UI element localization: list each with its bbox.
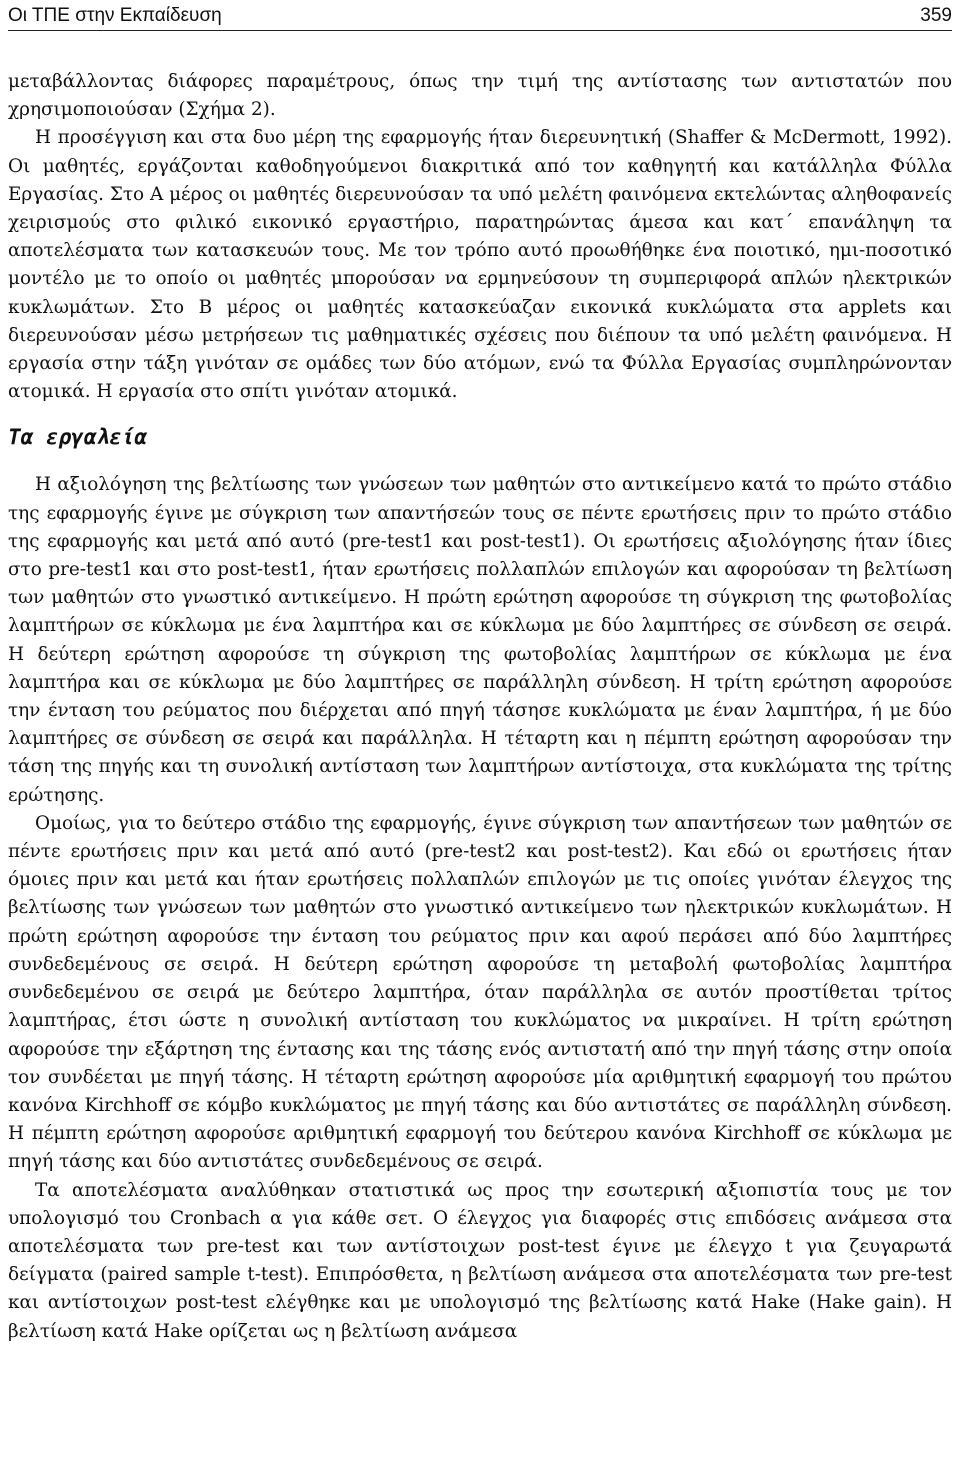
- paragraph: Τα αποτελέσματα αναλύθηκαν στατιστικά ως προς την εσωτερική αξιοπιστία τους με τον υπολογισμό του Cronbach α για κάθε σετ. Ο έλεγχος για διαφορές στις επιδόσεις ανάμεσα στα αποτελέσματα των pre-test και των αντίστοιχων post-test έγινε με έλεγχο t για ζευγαρωτά δείγματα (paired sample t-test). Επιπρόσθετα, η βελτίωση ανάμεσα στα αποτελέσματα των pre-test και αντίστοιχων post-test ελέγθηκε και με υπολογισμό της βελτίωσης κατά Hake (Hake gain). Η βελτίωση κατά Hake ορίζεται ως η βελτίωση ανάμεσα: [8, 1179, 952, 1342]
- paragraph: Η προσέγγιση και στα δυο μέρη της εφαρμογής ήταν διερευνητική (Shaffer & McDermott, 1992). Οι μαθητές, εργάζονται καθοδηγούμενοι διακριτικά από τον καθηγητή και κατάλληλα Φύλλα Εργασίας. Στο Α μέρος οι μαθητές διερευνούσαν τα υπό μελέτη φαινόμενα εκτελώντας αληθοφανείς χειρισμούς στο φιλικό εικονικό εργαστήριο, παρατηρώντας άμεσα και κατ΄ επανάληψη τα αποτελέσματα των κατασκευών τους. Με τον τρόπο αυτό προωθήθηκε ένα ποιοτικό, ημι-ποσοτικό μοντέλο με το οποίο οι μαθητές μπορούσαν να ερμηνεύσουν τη συμπεριφορά απλών ηλεκτρικών κυκλωμάτων. Στο Β μέρος οι μαθητές κατασκεύαζαν εικονικά κυκλώματα στα applets και διερευνούσαν μέσω μετρήσεων τις μαθηματικές σχέσεις που διέπουν τα υπό μελέτη φαινόμενα. Η εργασία στην τάξη γινόταν σε ομάδες των δύο ατόμων, ενώ τα Φύλλα Εργασίας συμπληρώνονταν ατομικά. Η εργασία στο σπίτι γινόταν ατομικά.: [8, 127, 952, 403]
- running-title: Οι ΤΠΕ στην Εκπαίδευση: [8, 5, 222, 26]
- page-header: [8, 2, 952, 31]
- page-body: [8, 68, 952, 1346]
- paragraph: Η αξιολόγηση της βελτίωσης των γνώσεων των μαθητών στο αντικείμενο κατά το πρώτο στάδιο της εφαρμογής έγινε με σύγκριση των απαντήσεών τους σε πέντε ερωτήσεις πριν το πρώτο στάδιο της εφαρμογής και μετά από αυτό (pre-test1 και post-test1). Οι ερωτήσεις αξιολόγησης ήταν ίδιες στο pre-test1 και στο post-test1, ήταν ερωτήσεις πολλαπλών επιλογών και αφορούσαν τη βελτίωση των μαθητών στο γνωστικό αντικείμενο. Η πρώτη ερώτηση αφορούσε τη σύγκριση της φωτοβολίας λαμπτήρων σε κύκλωμα με ένα λαμπτήρα και σε κύκλωμα με δύο λαμπτήρες σε σύνδεση σε σειρά. Η δεύτερη ερώτηση αφορούσε τη σύγκριση της φωτοβολίας λαμπτήρων σε κύκλωμα με ένα λαμπτήρα και σε κύκλωμα με δύο λαμπτήρες σε παράλληλη σύνδεση. Η τρίτη ερώτηση αφορούσε την ένταση του ρεύματος που διέρχεται από πηγή τάσησε κυκλώματα με έναν λαμπτήρα, ή με δύο λαμπτήρες σε σύνδεση σε σειρά και παράλληλα. Η τέταρτη και η πέμπτη ερώτηση αφορούσαν την τάση της πηγής και τη συνολική αντίσταση των λαμπτήρων αντίστοιχα, στα κυκλώματα της τρίτης ερώτησης.: [8, 474, 952, 806]
- paragraph: Ομοίως, για το δεύτερο στάδιο της εφαρμογής, έγινε σύγκριση των απαντήσεων των μαθητών σε πέντε ερωτήσεις πριν και μετά από αυτό (pre-test2 και post-test2). Και εδώ οι ερωτήσεις ήταν όμοιες πριν και μετά και ήταν ερωτήσεις πολλαπλών επιλογών με τις οποίες γινόταν έλεγχος της βελτίωσης των γνώσεων των μαθητών στο γνωστικό αντικείμενο των ηλεκτρικών κυκλωμάτων. Η πρώτη ερώτηση αφορούσε την ένταση του ρεύματος πριν και αφού περάσει από δύο λαμπτήρες συνδεδεμένους σε σειρά. Η δεύτερη ερώτηση αφορούσε τη μεταβολή φωτοβολίας λαμπτήρα συνδεδεμένου σε σειρά με δεύτερο λαμπτήρα, όταν παράλληλα σε αυτόν προστίθεται τρίτος λαμπτήρας, έτσι ώστε η συνολική αντίσταση του κυκλώματος να μικραίνει. Η τρίτη ερώτηση αφορούσε την εξάρτηση της έντασης και της τάσης ενός αντιστατή από την πηγή τάσης στην οποία τον συνδέεται με πηγή τάσης. Η τέταρτη ερώτηση αφορούσε μία αριθμητική εφαρμογή του πρώτου κανόνα Kirchhoff σε κόμβο κυκλώματος με πηγή τάσης και δύο αντιστάτες σε παράλληλη σύνδεση. Η πέμπτη ερώτηση αφορούσε αριθμητική εφαρμογή του δεύτερου κανόνα Kirchhoff σε κύκλωμα με πηγή τάσης και δύο αντιστάτες συνδεδεμένους σε σειρά.: [8, 812, 952, 1173]
- paragraph: μεταβάλλοντας διάφορες παραμέτρους, όπως την τιμή της αντίστασης των αντιστατών που χρησιμοποιούσαν (Σχήμα 2).: [8, 71, 952, 121]
- page-number: 359: [920, 5, 952, 26]
- section-heading: Τα εργαλεία: [8, 425, 148, 450]
